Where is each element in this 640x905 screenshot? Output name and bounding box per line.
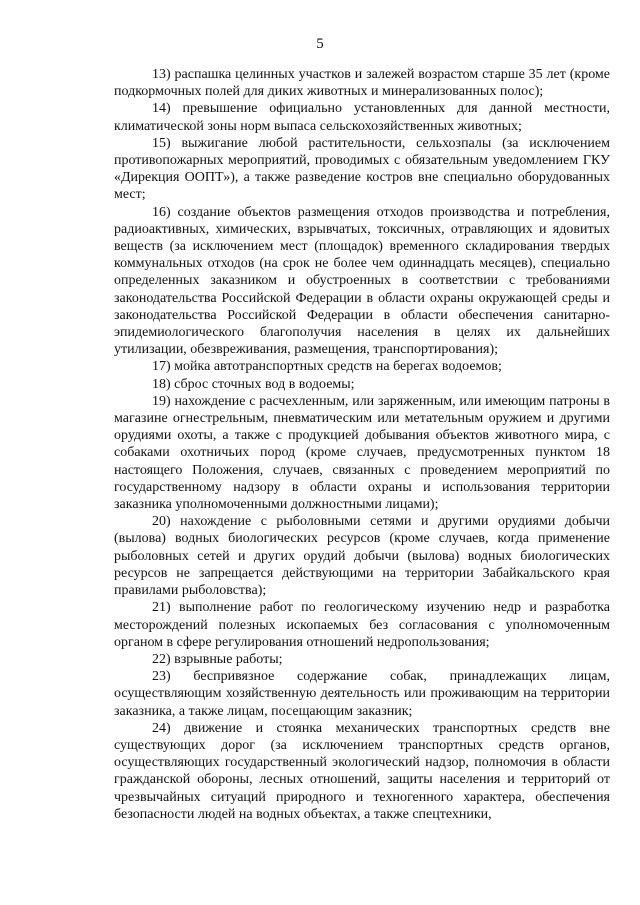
page-number: 5 [316,36,324,52]
list-item-22: 22) взрывные работы; [152,651,283,667]
list-item-20: 20) нахождение с рыболовными сетями и другими орудиями добычи (вылова) водных биологических ресурсов (кроме случаев, когда применение рыболовных сетей и других орудий добычи (вылова) водных биологических ресурсов не запрещается действующими на территории Забайкальского края правилами рыболовства); [114,514,610,599]
list-item-13: 13) распашка целинных участков и залежей возрастом старше 35 лет (кроме подкормочных полей для диких животных и минерализованных полос); [114,67,610,100]
list-item-23: 23) беспривязное содержание собак, принадлежащих лицам, осуществляющим хозяйственную деятельность или проживающим на территории заказника, а также лицам, посещающим заказник; [114,669,610,719]
list-item-15: 15) выжигание любой растительности, сельхозпалы (за исключением противопожарных мероприятий, проводимых с обязательным уведомлением ГКУ «Дирекция ООПТ»), а также разведение костров вне специально оборудованных мест; [114,135,610,203]
list-item-19: 19) нахождение с расчехленным, или заряженным, или имеющим патроны в магазине огнестрельным, пневматическим или метательным оружием и другими орудиями охоты, а также с продукцией добывания объектов животного мира, с собаками охотничьих пород (кроме случаев, предусмотренных пунктом 18 настоящего Положения, случаев, связанных с проведением мероприятий по государственному надзору в области охраны и использования территории заказника уполномоченными должностными лицами); [114,393,610,513]
document-body [114,66,610,823]
list-item-21: 21) выполнение работ по геологическому изучению недр и разработка месторождений полезных ископаемых без согласования с уполномоченным органом в сфере регулирования отношений недропользования; [114,600,610,650]
list-item-17: 17) мойка автотранспортных средств на берегах водоемов; [152,359,502,375]
list-item-14: 14) превышение официально установленных для данной местности, климатической зоны норм выпаса сельскохозяйственных животных; [114,101,610,134]
list-item-24: 24) движение и стоянка механических транспортных средств вне существующих дорог (за исключением транспортных средств органов, осуществляющих государственный экологический надзор, полномочия в области гражданской обороны, лесных отношений, защиты населения и территорий от чрезвычайных ситуаций природного и техногенного характера, обеспечения безопасности людей на водных объектах, а также спецтехники, [114,720,610,822]
list-item-16: 16) создание объектов размещения отходов производства и потребления, радиоактивных, химических, взрывчатых, токсичных, отравляющих и ядовитых веществ (за исключением мест (площадок) временного складирования твердых коммунальных отходов (на срок не более чем одиннадцать месяцев), специально определенных заказником и обустроенных в соответствии с требованиями законодательства Российской Федерации в области охраны окружающей среды и законодательства Российской Федерации в области обеспечения санитарно-эпидемиологического благополучия населения в целях их дальнейших утилизации, обезвреживания, размещения, транспортирования); [114,204,610,358]
list-item-18: 18) сброс сточных вод в водоемы; [152,376,355,392]
